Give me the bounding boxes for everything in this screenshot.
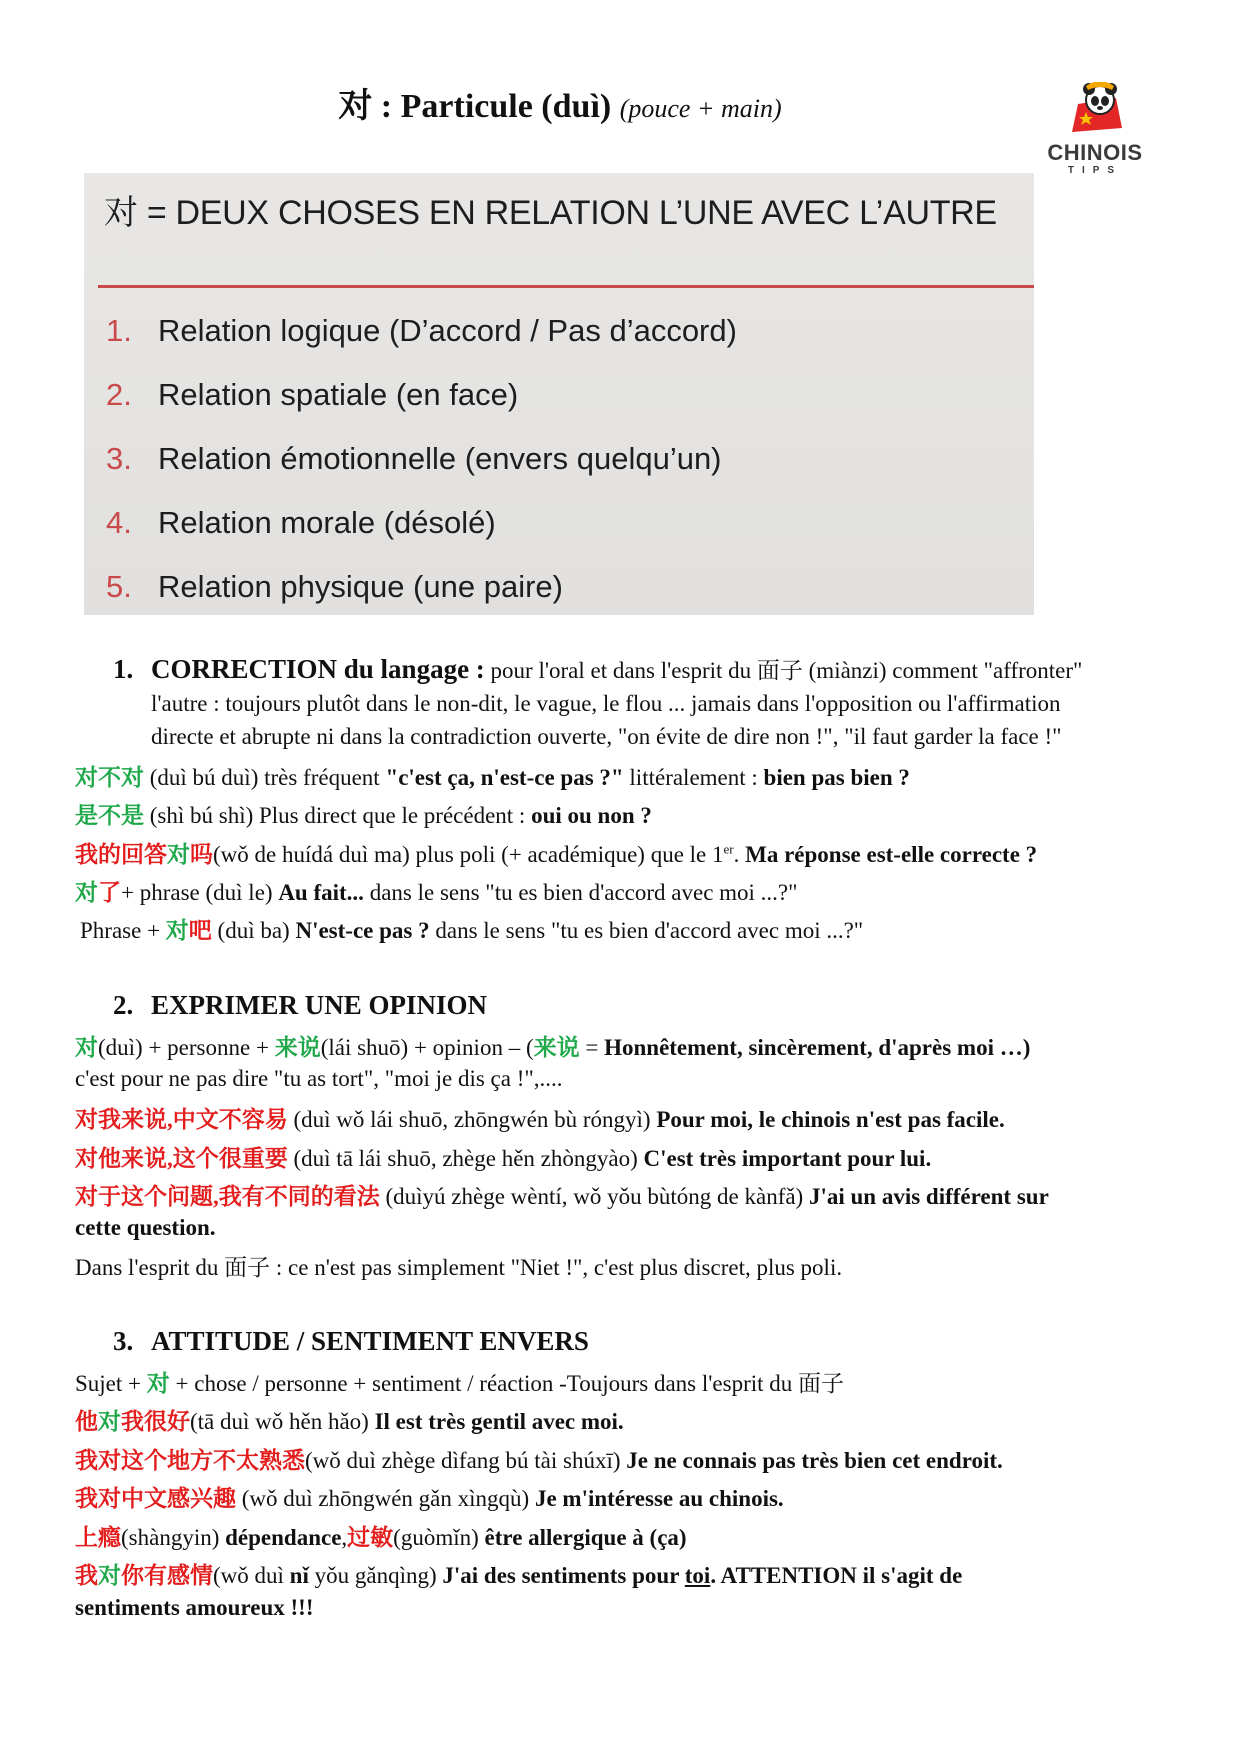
section3-heading-line <box>113 1326 589 1357</box>
section2-note: Dans l'esprit du 面子 : ce n'est pas simplement "Niet !", c'est plus discret, plus poli. <box>75 1255 843 1280</box>
formula-line: Sujet + 对 + chose / personne + sentiment / réaction -Toujours dans l'esprit du 面子 <box>75 1371 845 1396</box>
title-main: 对 : Particule (duì) <box>338 88 612 125</box>
page-title <box>0 78 1120 127</box>
section1-title: CORRECTION du langage : <box>151 654 485 684</box>
section3-title: ATTITUDE / SENTIMENT ENVERS <box>151 1326 589 1356</box>
formula-line: 对(duì) + personne + 来说(lái shuō) + opinion – (来说 = Honnêtement, sincèrement, d'après moi …) <box>75 1035 1031 1060</box>
example-line: 我对中文感兴趣 (wǒ duì zhōngwén gǎn xìngqù) Je m'intéresse au chinois. <box>75 1486 784 1511</box>
section2-number: 2. <box>113 990 134 1020</box>
example-line: 我对你有感情(wǒ duì nǐ yǒu gǎnqìng) J'ai des sentiments pour toi. ATTENTION il s'agit de <box>75 1563 963 1588</box>
example-line: 上瘾(shàngyin) dépendance,过敏(guòmǐn) être allergique à (ça) <box>75 1525 687 1550</box>
slide-item: 5. Relation physique (une paire) <box>106 569 563 604</box>
section1-number: 1. <box>113 654 134 684</box>
example-line: 他对我很好(tā duì wǒ hěn hǎo) Il est très gentil avec moi. <box>75 1409 624 1434</box>
slide-item: 4. Relation morale (désolé) <box>106 505 496 540</box>
section1-heading-line <box>113 652 1082 685</box>
section1-intro: directe et abrupte ni dans la contradiction ouverte, "on évite de dire non !", "il faut garder la face !" <box>151 724 1062 749</box>
section2-title: EXPRIMER UNE OPINION <box>151 990 488 1020</box>
slide-item: 3. Relation émotionnelle (envers quelqu’un) <box>106 441 722 476</box>
section2-heading-line <box>113 990 487 1021</box>
slide-item: 2. Relation spatiale (en face) <box>106 377 519 412</box>
example-line: 对他来说,这个很重要 (duì tā lái shuō, zhège hěn zhòngyào) C'est très important pour lui. <box>75 1146 932 1171</box>
title-sub: (pouce + main) <box>619 94 782 123</box>
logo-tagline: TIPS <box>1067 165 1123 176</box>
chinois-tips-logo <box>1040 80 1150 180</box>
example-line: 是不是 (shì bú shì) Plus direct que le précédent : oui ou non ? <box>75 803 652 828</box>
example-line-cont: sentiments amoureux !!! <box>75 1595 314 1620</box>
slide-divider <box>98 285 1034 288</box>
example-line: 对我来说,中文不容易 (duì wǒ lái shuō, zhōngwén bù róngyì) Pour moi, le chinois n'est pas facile. <box>75 1107 1005 1132</box>
example-line: 对不对 (duì bú duì) très fréquent "c'est ça, n'est-ce pas ?" littéralement : bien pas bien ? <box>75 765 910 790</box>
section1-intro: l'autre : toujours plutôt dans le non-dit, le vague, le flou ... jamais dans l'opposition ou l'affirmation <box>151 691 1061 716</box>
example-line: Phrase + 对吧 (duì ba) N'est-ce pas ? dans le sens "tu es bien d'accord avec moi ...?" <box>80 918 864 943</box>
example-line-cont: cette question. <box>75 1215 216 1240</box>
section3-number: 3. <box>113 1326 134 1356</box>
formula-note: c'est pour ne pas dire "tu as tort", "moi je dis ça !",.... <box>75 1066 563 1091</box>
section1-intro: pour l'oral et dans l'esprit du 面子 (miànzi) comment "affronter" <box>484 658 1083 683</box>
example-line: 对于这个问题,我有不同的看法 (duìyú zhège wèntí, wǒ yǒu bùtóng de kànfǎ) J'ai un avis différent sur <box>75 1184 1049 1209</box>
example-line: 我的回答对吗(wǒ de huídá duì ma) plus poli (+ académique) que le 1er. Ma réponse est-elle correcte ? <box>75 841 1038 867</box>
slide-title: 对 = DEUX CHOSES EN RELATION L’UNE AVEC L’AUTRE <box>104 194 997 232</box>
slide-list <box>106 313 737 633</box>
panda-logo-icon <box>1064 82 1126 134</box>
logo-brand: CHINOIS <box>1047 140 1143 165</box>
relation-slide <box>84 173 1034 615</box>
example-line: 对了+ phrase (duì le) Au fait... dans le sens "tu es bien d'accord avec moi ...?" <box>75 880 798 905</box>
example-line: 我对这个地方不太熟悉(wǒ duì zhège dìfang bú tài shúxī) Je ne connais pas très bien cet endroit. <box>75 1448 1003 1473</box>
slide-item: 1. Relation logique (D’accord / Pas d’accord) <box>106 313 737 348</box>
